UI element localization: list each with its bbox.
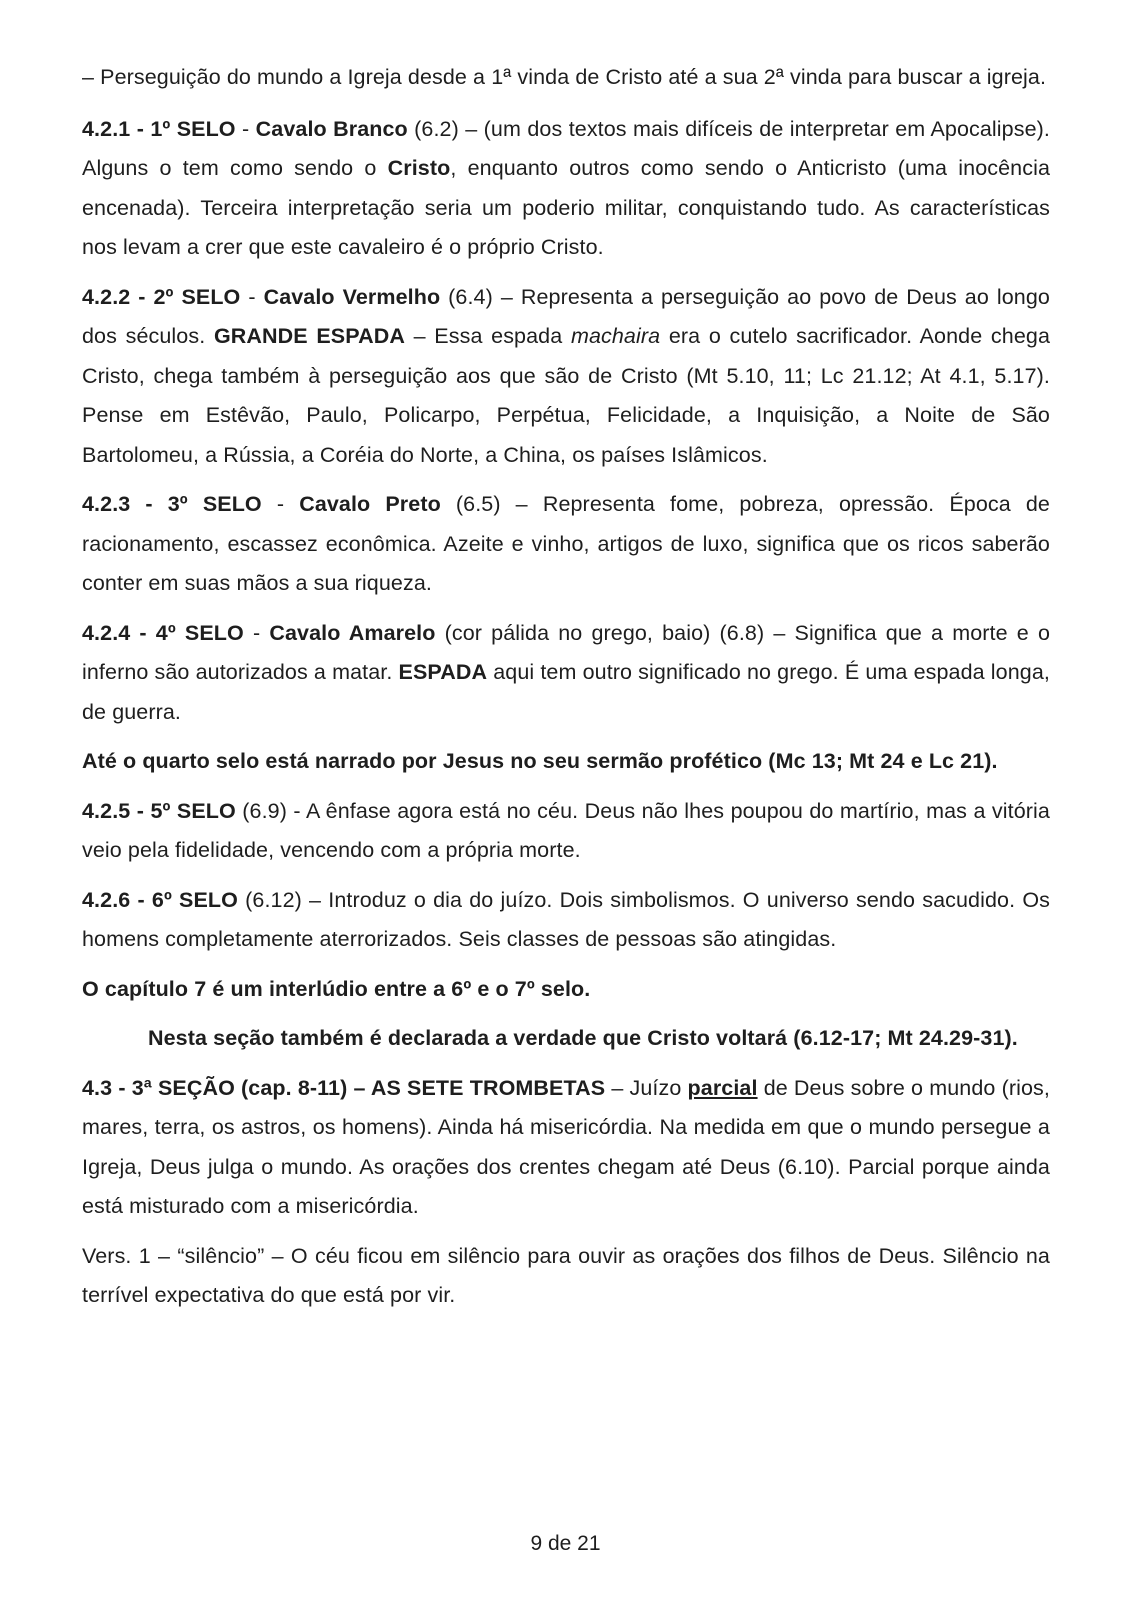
seal-2-heading: 4.2.2 - 2º SELO (82, 284, 241, 309)
seal-2-paragraph: 4.2.2 - 2º SELO - Cavalo Vermelho (6.4) – Representa a perseguição ao povo de Deus ao longo dos séculos. GRANDE ESPADA – Essa espada machaira era o cutelo sacrificador. Aonde chega Cristo, chega também à perseguição aos que são de Cristo (Mt 5.10, 11; Lc 21.12; At 4.1, 5.17). Pense em Estêvão, Paulo, Policarpo, Perpétua, Felicidade, a Inquisição, a Noite de São Bartolomeu, a Rússia, a Coréia do Norte, a China, os países Islâmicos. (82, 284, 1051, 467)
underlined-word: parcial (687, 1075, 758, 1100)
seal-3-paragraph: 4.2.3 - 3º SELO - Cavalo Preto (6.5) – Representa fome, pobreza, opressão. Época de racionamento, escassez econômica. Azeite e vinho, artigos de luxo, significa que os ricos saberão conter em suas mãos a sua riqueza. (82, 492, 1050, 595)
intro-paragraph: – Perseguição do mundo a Igreja desde a 1ª vinda de Cristo até a sua 2ª vinda para buscar a igreja. (82, 65, 1047, 89)
seal-3-heading: 4.2.3 - 3º SELO (82, 492, 262, 516)
seal-1-paragraph: 4.2.1 - 1º SELO - Cavalo Branco (6.2) – (um dos textos mais difíceis de interpretar em Apocalipse). Alguns o tem como sendo o Cristo, enquanto outros como sendo o Anticristo (uma inocência encenada). Terceira interpretação seria um poderio militar, conquistando tudo. As características nos levam a crer que este cavaleiro é o próprio Cristo. (82, 116, 1051, 259)
page-number: 9 de 21 (530, 1532, 601, 1555)
seal-3-title: Cavalo Preto (299, 492, 441, 516)
verse-1-paragraph: Vers. 1 – “silêncio” – O céu ficou em silêncio para ouvir as orações dos filhos de Deus. Silêncio na terrível expectativa do que está por vir. (82, 1243, 1050, 1307)
seal-1-title: Cavalo Branco (255, 116, 408, 141)
note-section-return: Nesta seção também é declarada a verdade que Cristo voltará (6.12-17; Mt 24.29-31). (148, 1026, 1018, 1050)
seal-5-heading: 4.2.5 - 5º SELO (82, 798, 236, 823)
seal-2-title: Cavalo Vermelho (263, 284, 441, 309)
note-chapter-7: O capítulo 7 é um interlúdio entre a 6º e o 7º selo. (82, 976, 591, 1001)
seal-5-paragraph: 4.2.5 - 5º SELO (6.9) - A ênfase agora está no céu. Deus não lhes poupou do martírio, mas a vitória veio pela fidelidade, vencendo com a própria morte. (82, 798, 1050, 862)
seal-1-heading: 4.2.1 - 1º SELO (82, 116, 236, 141)
seal-6-paragraph: 4.2.6 - 6º SELO (6.12) – Introduz o dia do juízo. Dois simbolismos. O universo sendo sacudido. Os homens completamente aterrorizados. Seis classes de pessoas são atingidas. (82, 887, 1050, 951)
section-3-heading: 4.3 - 3ª SEÇÃO (cap. 8-11) – AS SETE TROMBETAS (82, 1075, 606, 1100)
section-3-paragraph: 4.3 - 3ª SEÇÃO (cap. 8-11) – AS SETE TROMBETAS – Juízo parcial de Deus sobre o mundo (rios, mares, terra, os astros, os homens). Ainda há misericórdia. Na medida em que o mundo persegue a Igreja, Deus julga o mundo. As orações dos crentes chegam até Deus (6.10). Parcial porque ainda está misturado com a misericórdia. (82, 1075, 1050, 1218)
note-fourth-seal: Até o quarto selo está narrado por Jesus no seu sermão profético (Mc 13; Mt 24 e Lc 21). (82, 749, 998, 773)
seal-4-title: Cavalo Amarelo (269, 620, 436, 645)
seal-6-heading: 4.2.6 - 6º SELO (82, 887, 238, 912)
seal-4-heading: 4.2.4 - 4º SELO (82, 620, 244, 645)
seal-4-paragraph: 4.2.4 - 4º SELO - Cavalo Amarelo (cor pálida no grego, baio) (6.8) – Significa que a morte e o inferno são autorizados a matar. ESPADA aqui tem outro significado no grego. É uma espada longa, de guerra. (82, 620, 1051, 724)
document-body (82, 58, 1050, 1326)
